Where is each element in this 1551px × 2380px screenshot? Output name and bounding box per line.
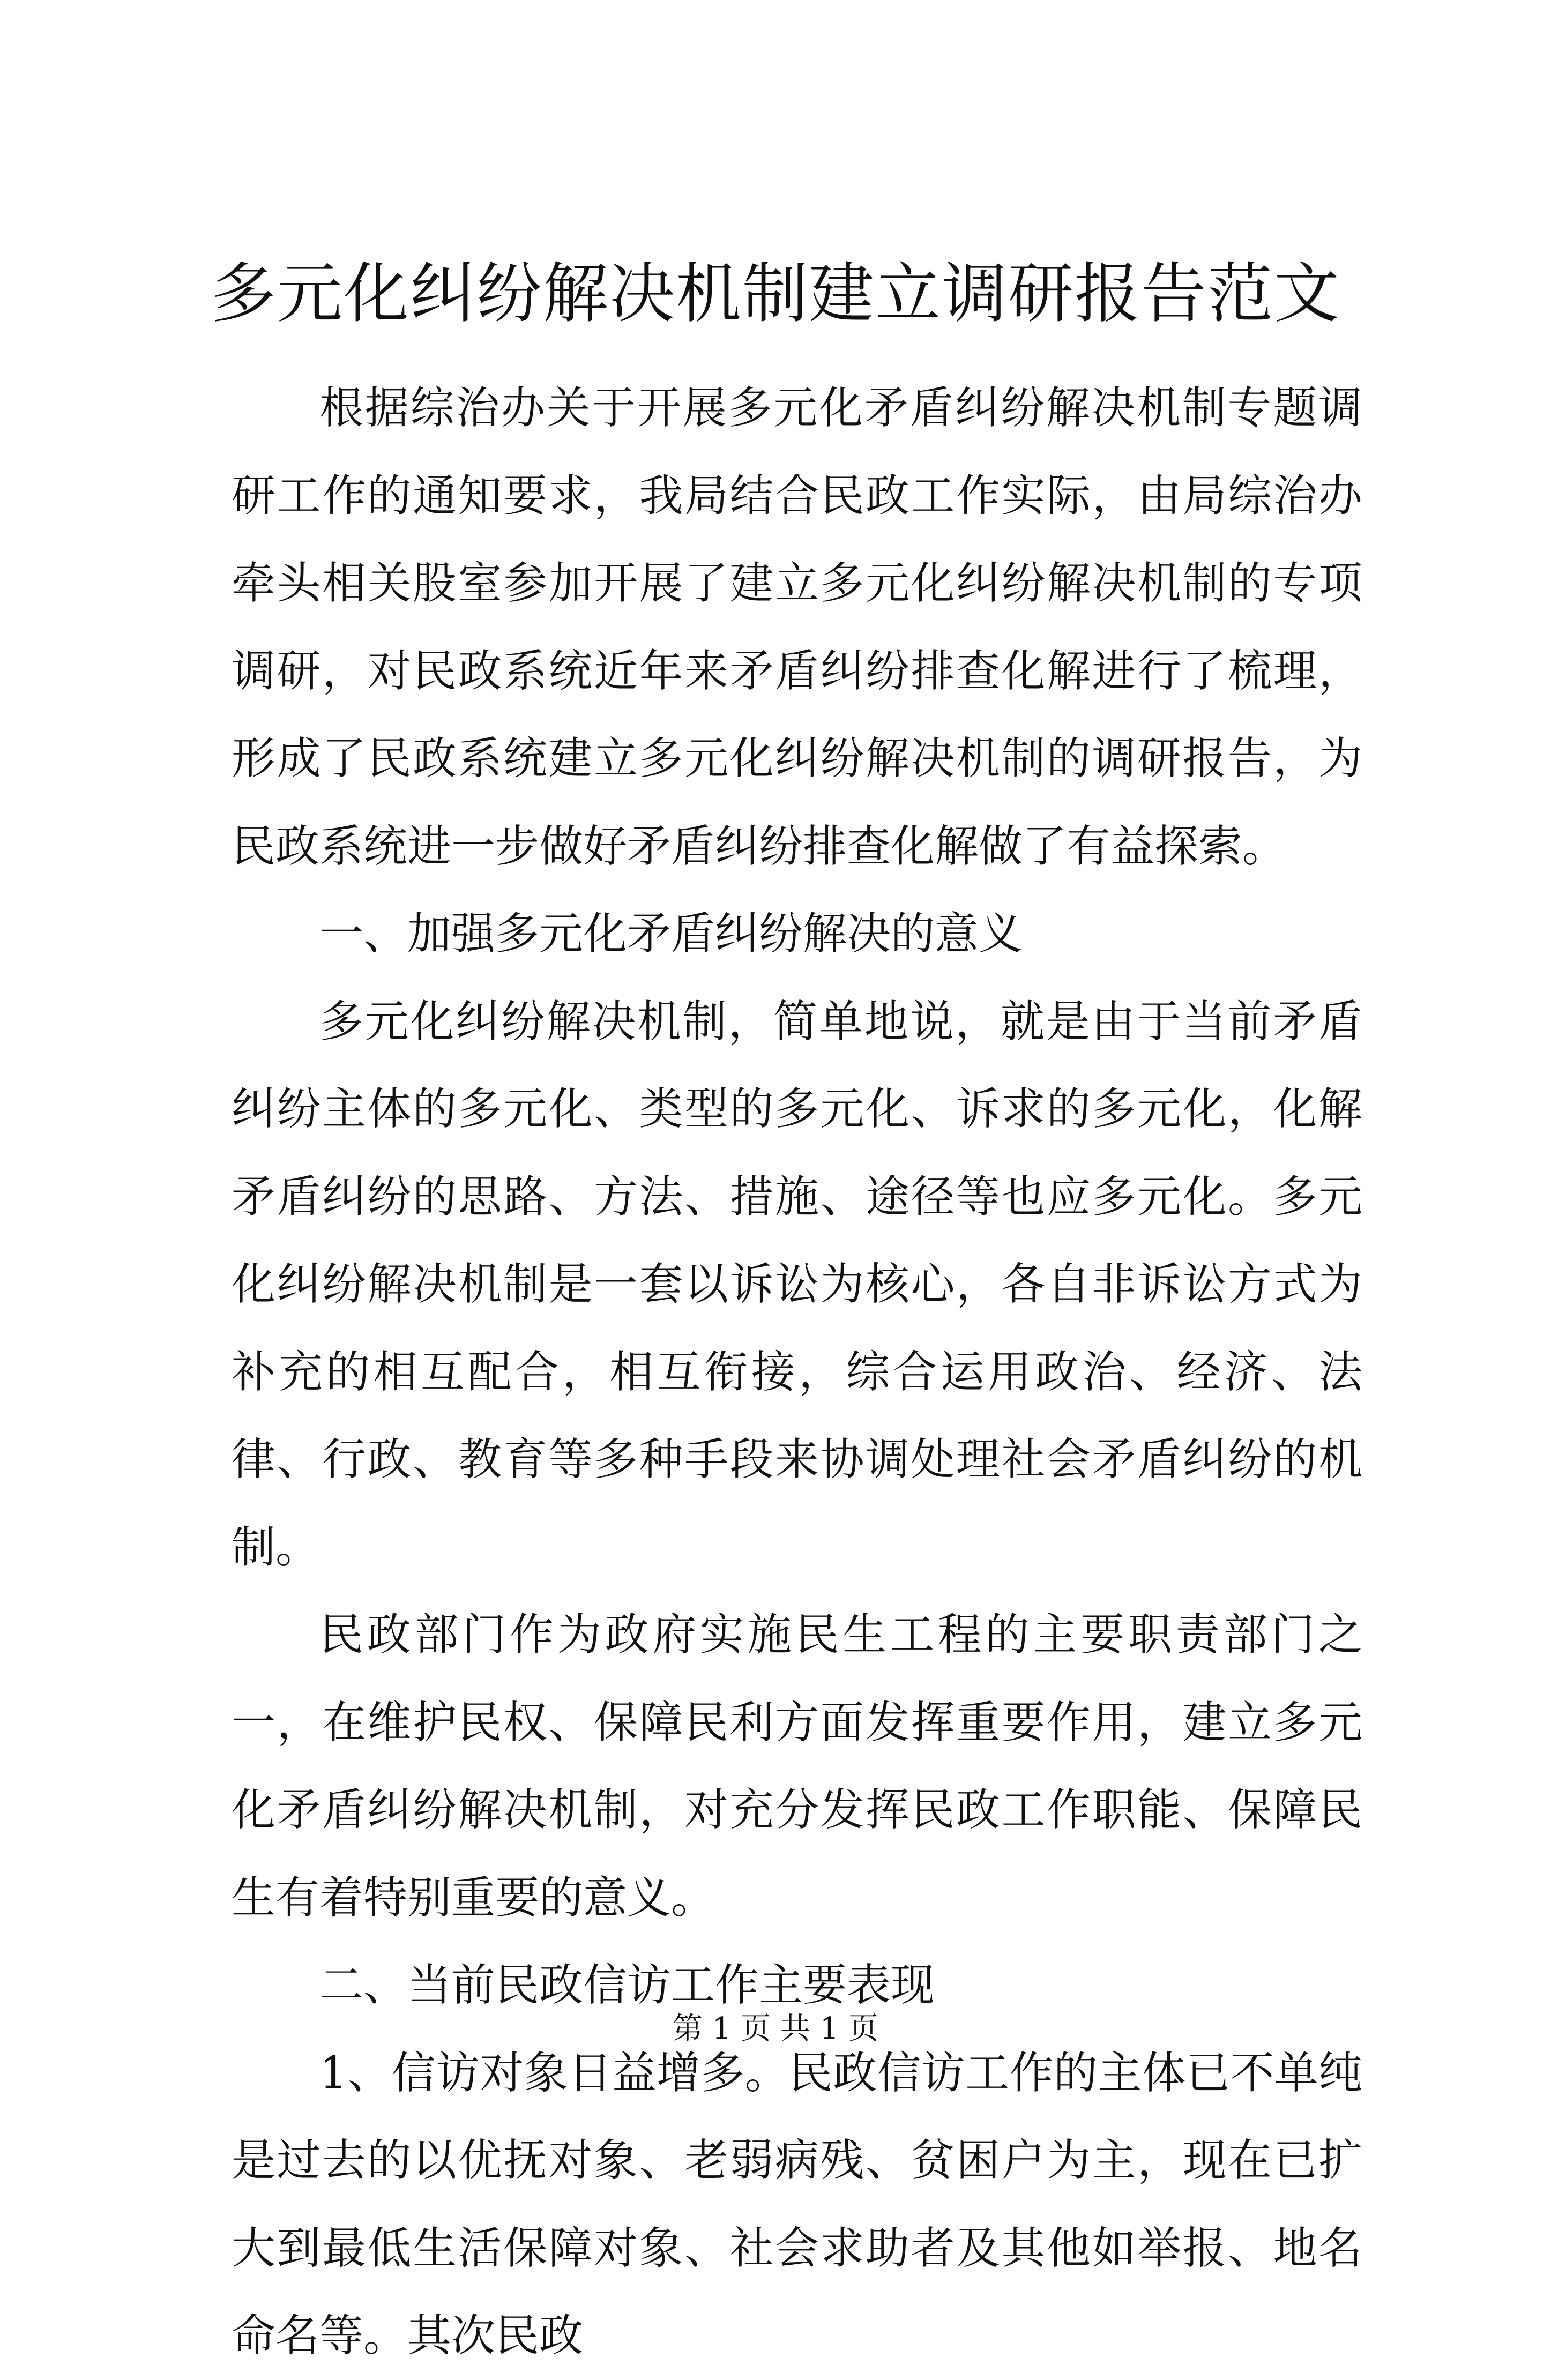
paragraph-intro: 根据综治办关于开展多元化矛盾纠纷解决机制专题调研工作的通知要求，我局结合民政工作实际，由局综治办牵头相关股室参加开展了建立多元化纠纷解决机制的专项调研，对民政系统近年来矛盾纠纷排查化解进行了梳理，形成了民政系统建立多元化纠纷解决机制的调研报告，为民政系统进一步做好矛盾纠纷排查化解做了有益探索。: [232, 383, 1362, 872]
document-title: 多元化纠纷解决机制建立调研报告范文: [211, 256, 1340, 332]
section-heading-2: 二、当前民政信访工作主要表现: [319, 1960, 935, 2011]
paragraph-definition: 多元化纠纷解决机制，简单地说，就是由于当前矛盾纠纷主体的多元化、类型的多元化、诉求的多元化，化解矛盾纠纷的思路、方法、措施、途径等也应多元化。多元化纠纷解决机制是一套以诉讼为核心，各自非诉讼方式为补充的相互配合，相互衔接，综合运用政治、经济、法律、行政、教育等多种手段来协调处理社会矛盾纠纷的机制。: [232, 996, 1362, 1573]
section-heading-1: 一、加强多元化矛盾纠纷解决的意义: [319, 908, 1023, 959]
paragraph-item-1: 1、信访对象日益增多。民政信访工作的主体已不单纯是过去的以优抚对象、老弱病残、贫困户为主，现在已扩大到最低生活保障对象、社会求助者及其他如举报、地名命名等。其次民政: [232, 2047, 1362, 2361]
document-body: [232, 364, 1362, 2380]
paragraph-significance: 民政部门作为政府实施民生工程的主要职责部门之一，在维护民权、保障民利方面发挥重要作用，建立多元化矛盾纠纷解决机制，对充分发挥民政工作职能、保障民生有着特别重要的意义。: [232, 1609, 1362, 1923]
page-footer: 第 1 页 共 1 页: [672, 2011, 879, 2046]
